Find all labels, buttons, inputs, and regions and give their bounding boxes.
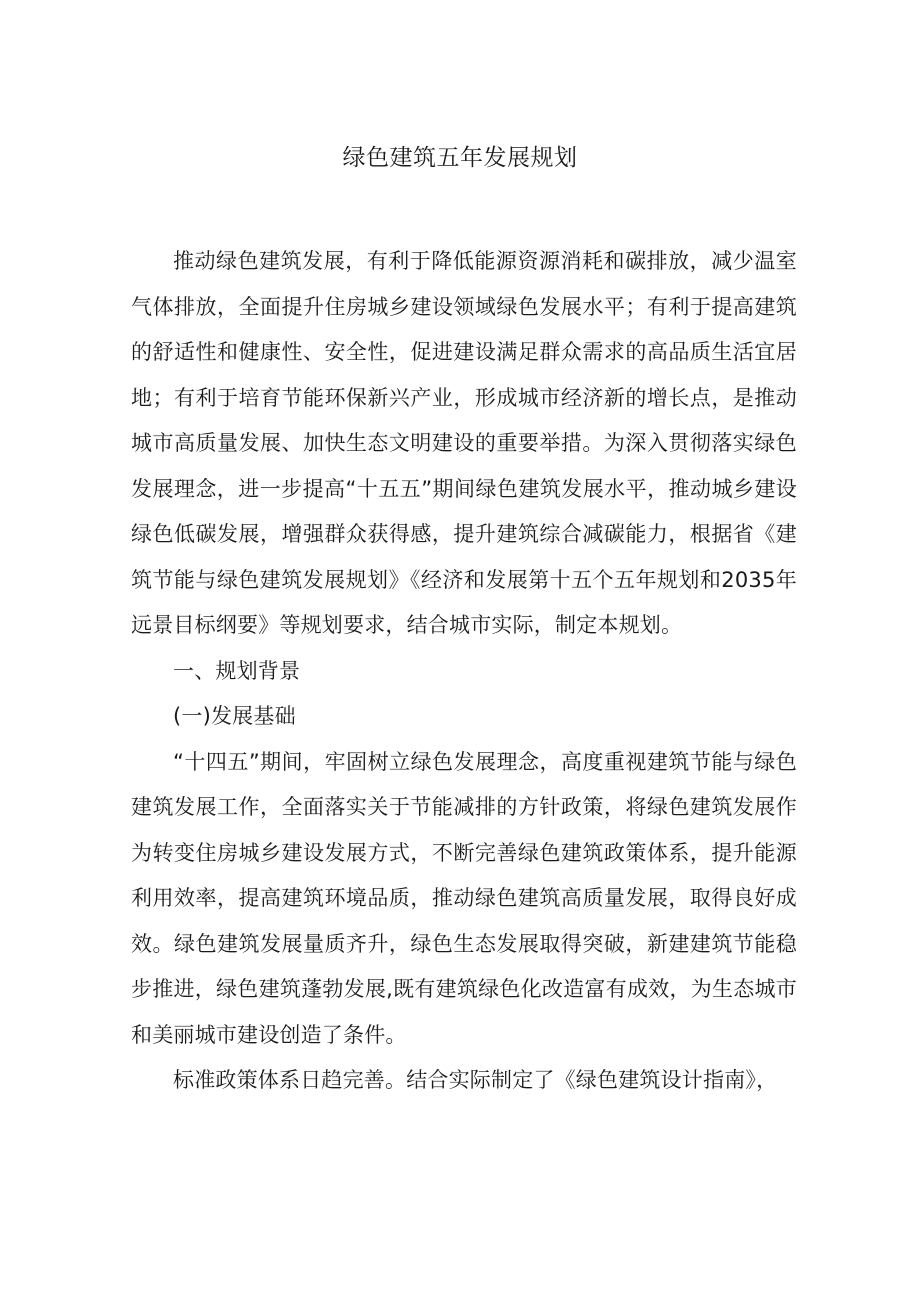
paragraph-foundation: “十四五”期间，牢固树立绿色发展理念，高度重视建筑节能与绿色建筑发展工作，全面落实关于节能减排的方针政策，将绿色建筑发展作为转变住房城乡建设发展方式，不断完善绿色建筑政策体系，提升能源利用效率，提高建筑环境品质，推动绿色建筑高质量发展，取得良好成效。绿色建筑发展量质齐升，绿色生态发展取得突破，新建建筑节能稳步推进，绿色建筑蓬勃发展,既有建筑绿色化改造富有成效，为生态城市和美丽城市建设创造了条件。 — [131, 749, 797, 1047]
section-heading-background: 一、规划背景 — [173, 658, 301, 683]
document-title: 绿色建筑五年发展规划 — [342, 145, 578, 171]
paragraph-intro: 推动绿色建筑发展，有利于降低能源资源消耗和碳排放，减少温室气体排放，全面提升住房城乡建设领域绿色发展水平；有利于提高建筑的舒适性和健康性、安全性，促进建设满足群众需求的高品质生活宜居地；有利于培育节能环保新兴产业，形成城市经济新的增长点，是推动城市高质量发展、加快生态文明建设的重要举措。为深入贯彻落实绿色发展理念，进一步提高“十五五”期间绿色建筑发展水平，推动城乡建设绿色低碳发展，增强群众获得感，提升建筑综合减碳能力，根据省《建筑节能与绿色建筑发展规划》《经济和发展第十五个五年规划和2035年远景目标纲要》等规划要求，结合城市实际，制定本规划。 — [131, 249, 797, 637]
subsection-heading-foundation: (一)发展基础 — [173, 704, 296, 728]
document-body — [131, 239, 797, 1104]
paragraph-standards: 标准政策体系日趋完善。结合实际制定了《绿色建筑设计指南》， — [173, 1068, 778, 1092]
